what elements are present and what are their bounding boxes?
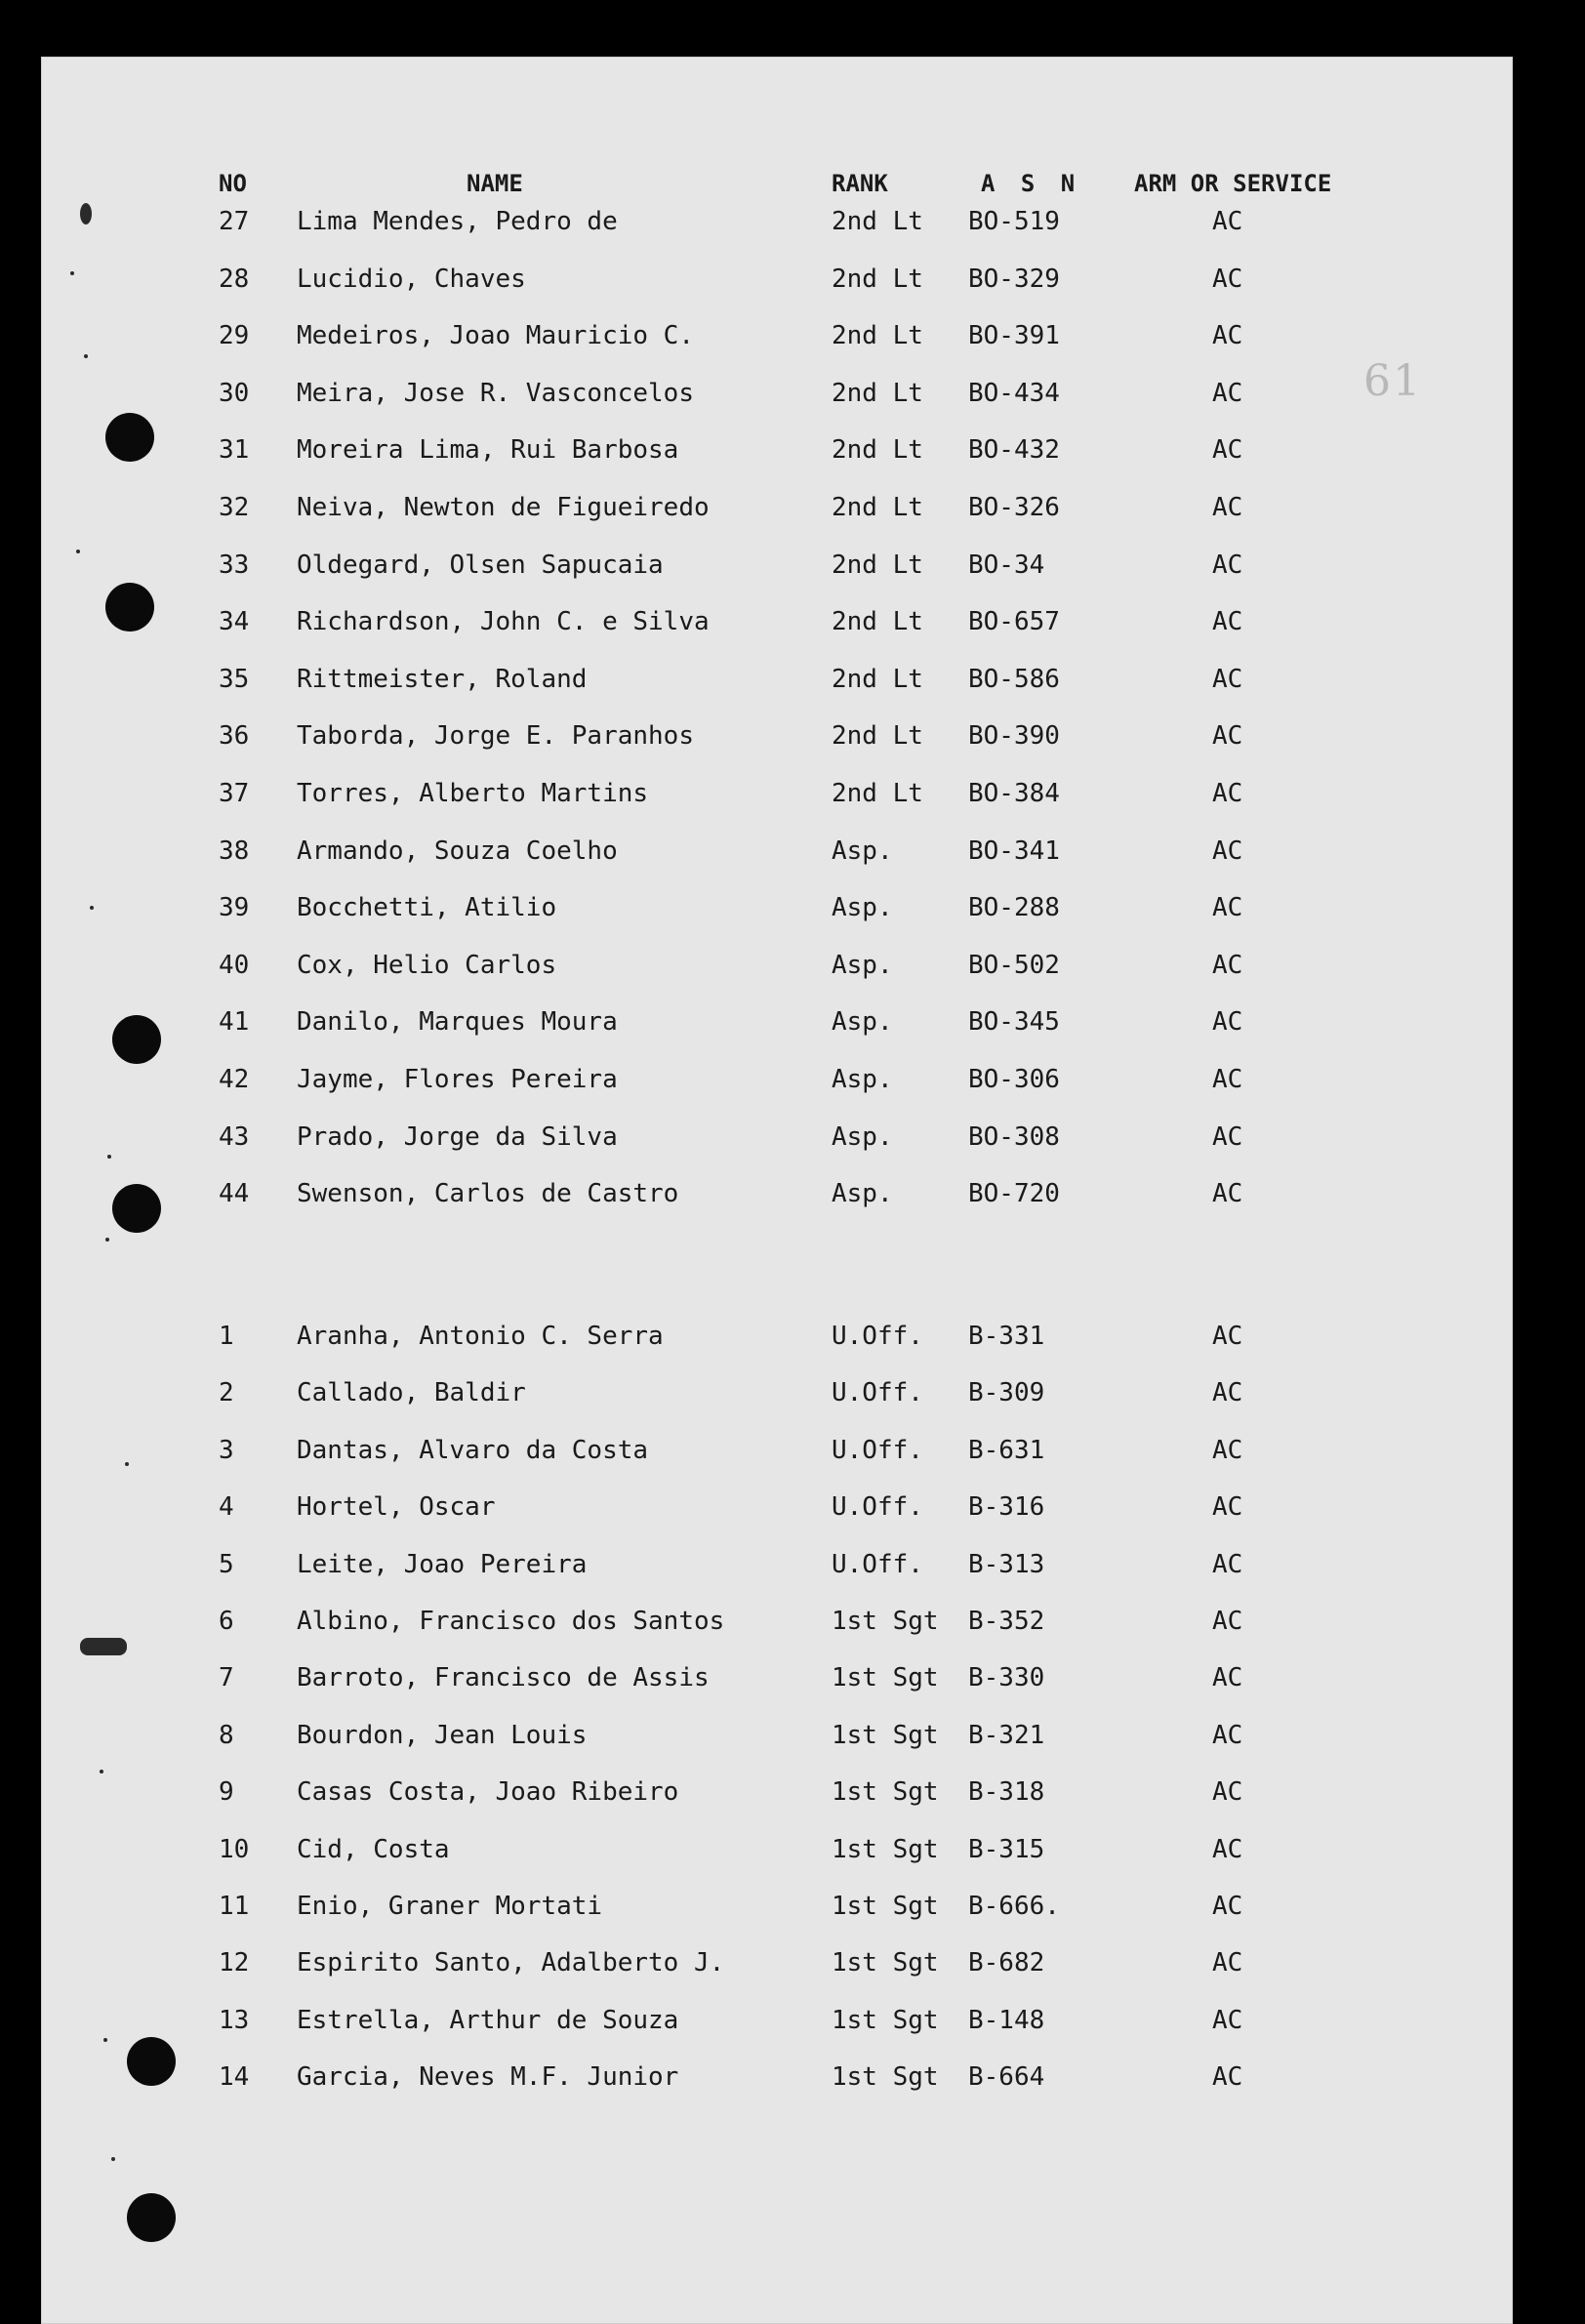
row-rank: 2nd Lt	[832, 779, 923, 808]
row-asn: BO-391	[968, 321, 1060, 351]
row-arm-or-service: AC	[1212, 1492, 1243, 1523]
row-rank: 1st Sgt	[832, 2005, 939, 2035]
table-row	[41, 1602, 1513, 1641]
row-name: Lima Mendes, Pedro de	[297, 207, 618, 236]
row-arm-or-service: AC	[1212, 1720, 1243, 1750]
row-asn: BO-390	[968, 721, 1060, 752]
row-number: 43	[219, 1121, 250, 1152]
row-name: Jayme, Flores Pereira	[297, 1065, 618, 1094]
row-number: 11	[219, 1892, 250, 1921]
row-rank: 1st Sgt	[832, 1948, 939, 1978]
table-row	[41, 1488, 1513, 1527]
row-number: 9	[219, 1777, 234, 1808]
row-asn: BO-519	[968, 207, 1060, 236]
row-name: Cid, Costa	[297, 1834, 450, 1864]
table-header	[41, 164, 1513, 203]
row-arm-or-service: AC	[1212, 607, 1243, 637]
row-rank: Asp.	[832, 1007, 893, 1038]
header-no: NO	[219, 170, 247, 197]
row-number: 12	[219, 1948, 250, 1978]
row-number: 32	[219, 493, 250, 522]
row-number: 4	[219, 1492, 234, 1523]
row-asn: B-313	[968, 1549, 1045, 1579]
row-rank: 2nd Lt	[832, 493, 923, 522]
row-arm-or-service: AC	[1212, 1777, 1243, 1808]
row-name: Hortel, Oscar	[297, 1492, 496, 1523]
table-row	[41, 1773, 1513, 1812]
row-asn: BO-502	[968, 950, 1060, 980]
table-row	[41, 832, 1513, 871]
row-number: 36	[219, 721, 250, 752]
row-name: Barroto, Francisco de Assis	[297, 1663, 710, 1693]
row-asn: BO-308	[968, 1121, 1060, 1152]
row-name: Danilo, Marques Moura	[297, 1007, 618, 1038]
ink-mark	[105, 1238, 109, 1242]
row-number: 7	[219, 1663, 234, 1693]
row-asn: BO-341	[968, 836, 1060, 866]
row-asn: B-321	[968, 1720, 1045, 1750]
row-asn: BO-384	[968, 779, 1060, 808]
row-name: Meira, Jose R. Vasconcelos	[297, 378, 694, 408]
row-arm-or-service: AC	[1212, 321, 1243, 351]
row-name: Leite, Joao Pereira	[297, 1549, 588, 1579]
header-rank: RANK	[832, 170, 888, 197]
row-number: 6	[219, 1607, 234, 1636]
row-rank: U.Off.	[832, 1378, 923, 1408]
row-number: 41	[219, 1007, 250, 1038]
row-rank: 2nd Lt	[832, 378, 923, 408]
row-number: 44	[219, 1179, 250, 1209]
row-name: Aranha, Antonio C. Serra	[297, 1322, 664, 1351]
table-row	[41, 602, 1513, 641]
row-rank: 1st Sgt	[832, 1892, 939, 1921]
row-arm-or-service: AC	[1212, 1607, 1243, 1636]
header-asn: A S N	[981, 170, 1081, 197]
row-arm-or-service: AC	[1212, 493, 1243, 522]
row-asn: B-631	[968, 1435, 1045, 1465]
row-arm-or-service: AC	[1212, 1121, 1243, 1152]
row-number: 34	[219, 607, 250, 637]
row-rank: Asp.	[832, 1179, 893, 1209]
row-number: 8	[219, 1720, 234, 1750]
row-number: 28	[219, 264, 250, 294]
row-arm-or-service: AC	[1212, 893, 1243, 923]
row-arm-or-service: AC	[1212, 1322, 1243, 1351]
row-number: 27	[219, 207, 250, 236]
row-asn: BO-720	[968, 1179, 1060, 1209]
row-arm-or-service: AC	[1212, 207, 1243, 236]
row-rank: U.Off.	[832, 1435, 923, 1465]
table-row	[41, 2001, 1513, 2040]
row-arm-or-service: AC	[1212, 1834, 1243, 1864]
header-arm-or-service: ARM OR SERVICE	[1134, 170, 1332, 197]
row-number: 5	[219, 1549, 234, 1579]
row-asn: BO-288	[968, 893, 1060, 923]
row-number: 42	[219, 1065, 250, 1094]
row-name: Oldegard, Olsen Sapucaia	[297, 550, 664, 580]
row-name: Callado, Baldir	[297, 1378, 526, 1408]
table-row	[41, 1317, 1513, 1356]
row-number: 10	[219, 1834, 250, 1864]
row-arm-or-service: AC	[1212, 779, 1243, 808]
table-row	[41, 202, 1513, 241]
row-name: Estrella, Arthur de Souza	[297, 2005, 679, 2035]
row-arm-or-service: AC	[1212, 1892, 1243, 1921]
row-name: Torres, Alberto Martins	[297, 779, 649, 808]
row-asn: BO-326	[968, 493, 1060, 522]
row-rank: Asp.	[832, 836, 893, 866]
row-asn: B-682	[968, 1948, 1045, 1978]
row-name: Neiva, Newton de Figueiredo	[297, 493, 710, 522]
row-arm-or-service: AC	[1212, 1663, 1243, 1693]
row-rank: 2nd Lt	[832, 721, 923, 752]
row-asn: B-316	[968, 1492, 1045, 1523]
table-row	[41, 316, 1513, 355]
row-rank: 2nd Lt	[832, 664, 923, 694]
row-number: 1	[219, 1322, 234, 1351]
ink-mark	[111, 2157, 115, 2161]
row-number: 14	[219, 2062, 250, 2093]
row-rank: 2nd Lt	[832, 435, 923, 466]
row-rank: U.Off.	[832, 1322, 923, 1351]
row-number: 40	[219, 950, 250, 980]
table-row	[41, 888, 1513, 927]
table-row	[41, 1060, 1513, 1099]
row-number: 33	[219, 550, 250, 580]
row-rank: U.Off.	[832, 1549, 923, 1579]
row-name: Enio, Graner Mortati	[297, 1892, 603, 1921]
row-name: Prado, Jorge da Silva	[297, 1121, 618, 1152]
row-arm-or-service: AC	[1212, 264, 1243, 294]
table-row	[41, 1118, 1513, 1157]
row-arm-or-service: AC	[1212, 2005, 1243, 2035]
row-asn: B-666.	[968, 1892, 1060, 1921]
row-name: Richardson, John C. e Silva	[297, 607, 710, 637]
table-row	[41, 660, 1513, 699]
row-arm-or-service: AC	[1212, 1065, 1243, 1094]
row-rank: 2nd Lt	[832, 550, 923, 580]
row-number: 38	[219, 836, 250, 866]
row-asn: B-318	[968, 1777, 1045, 1808]
row-rank: 2nd Lt	[832, 207, 923, 236]
row-rank: 1st Sgt	[832, 2062, 939, 2093]
row-asn: B-315	[968, 1834, 1045, 1864]
row-arm-or-service: AC	[1212, 2062, 1243, 2093]
row-rank: 2nd Lt	[832, 264, 923, 294]
row-asn: B-309	[968, 1378, 1045, 1408]
table-row	[41, 1943, 1513, 1982]
row-asn: BO-432	[968, 435, 1060, 466]
row-asn: BO-657	[968, 607, 1060, 637]
row-rank: Asp.	[832, 893, 893, 923]
row-arm-or-service: AC	[1212, 1007, 1243, 1038]
table-row	[41, 488, 1513, 527]
document-page	[41, 57, 1513, 2324]
table-row	[41, 1174, 1513, 1213]
row-name: Casas Costa, Joao Ribeiro	[297, 1777, 679, 1808]
row-number: 37	[219, 779, 250, 808]
table-row	[41, 546, 1513, 585]
row-rank: Asp.	[832, 1065, 893, 1094]
row-asn: B-330	[968, 1663, 1045, 1693]
row-number: 3	[219, 1435, 234, 1465]
row-arm-or-service: AC	[1212, 664, 1243, 694]
row-name: Albino, Francisco dos Santos	[297, 1607, 725, 1636]
row-name: Bocchetti, Atilio	[297, 893, 557, 923]
row-arm-or-service: AC	[1212, 1549, 1243, 1579]
table-row	[41, 1716, 1513, 1755]
row-name: Swenson, Carlos de Castro	[297, 1179, 679, 1209]
row-name: Lucidio, Chaves	[297, 264, 526, 294]
row-rank: 2nd Lt	[832, 321, 923, 351]
table-row	[41, 260, 1513, 299]
row-name: Armando, Souza Coelho	[297, 836, 618, 866]
row-arm-or-service: AC	[1212, 1948, 1243, 1978]
row-name: Taborda, Jorge E. Paranhos	[297, 721, 694, 752]
table-row	[41, 2058, 1513, 2097]
row-rank: 1st Sgt	[832, 1663, 939, 1693]
row-name: Moreira Lima, Rui Barbosa	[297, 435, 679, 466]
row-rank: 1st Sgt	[832, 1777, 939, 1808]
row-asn: BO-434	[968, 378, 1060, 408]
row-name: Bourdon, Jean Louis	[297, 1720, 588, 1750]
row-asn: B-148	[968, 2005, 1045, 2035]
table-row	[41, 1830, 1513, 1869]
row-number: 2	[219, 1378, 234, 1408]
row-rank: 1st Sgt	[832, 1607, 939, 1636]
row-arm-or-service: AC	[1212, 550, 1243, 580]
table-row	[41, 1373, 1513, 1412]
table-row	[41, 1658, 1513, 1697]
row-number: 31	[219, 435, 250, 466]
row-rank: 1st Sgt	[832, 1720, 939, 1750]
row-asn: B-664	[968, 2062, 1045, 2093]
table-row	[41, 774, 1513, 813]
row-rank: Asp.	[832, 950, 893, 980]
row-name: Garcia, Neves M.F. Junior	[297, 2062, 679, 2093]
row-arm-or-service: AC	[1212, 1378, 1243, 1408]
row-number: 39	[219, 893, 250, 923]
table-row	[41, 716, 1513, 755]
table-row	[41, 1887, 1513, 1926]
table-row	[41, 374, 1513, 413]
row-name: Rittmeister, Roland	[297, 664, 588, 694]
row-asn: BO-586	[968, 664, 1060, 694]
row-rank: 2nd Lt	[832, 607, 923, 637]
row-asn: BO-329	[968, 264, 1060, 294]
row-name: Dantas, Alvaro da Costa	[297, 1435, 649, 1465]
table-row	[41, 1545, 1513, 1584]
row-rank: Asp.	[832, 1121, 893, 1152]
row-rank: U.Off.	[832, 1492, 923, 1523]
row-asn: BO-34	[968, 550, 1045, 580]
row-arm-or-service: AC	[1212, 378, 1243, 408]
row-arm-or-service: AC	[1212, 1435, 1243, 1465]
row-number: 13	[219, 2005, 250, 2035]
row-arm-or-service: AC	[1212, 721, 1243, 752]
header-name: NAME	[467, 170, 523, 197]
row-arm-or-service: AC	[1212, 1179, 1243, 1209]
punch-hole	[127, 2193, 176, 2242]
row-rank: 1st Sgt	[832, 1834, 939, 1864]
row-asn: B-331	[968, 1322, 1045, 1351]
row-name: Espirito Santo, Adalberto J.	[297, 1948, 725, 1978]
table-row	[41, 946, 1513, 985]
row-number: 29	[219, 321, 250, 351]
row-number: 30	[219, 378, 250, 408]
row-number: 35	[219, 664, 250, 694]
row-name: Medeiros, Joao Mauricio C.	[297, 321, 694, 351]
row-asn: BO-306	[968, 1065, 1060, 1094]
table-row	[41, 1002, 1513, 1041]
row-arm-or-service: AC	[1212, 950, 1243, 980]
row-name: Cox, Helio Carlos	[297, 950, 557, 980]
table-row	[41, 1431, 1513, 1470]
row-asn: B-352	[968, 1607, 1045, 1636]
page-number: 61	[1363, 356, 1422, 406]
table-row	[41, 430, 1513, 469]
row-arm-or-service: AC	[1212, 836, 1243, 866]
row-arm-or-service: AC	[1212, 435, 1243, 466]
row-asn: BO-345	[968, 1007, 1060, 1038]
